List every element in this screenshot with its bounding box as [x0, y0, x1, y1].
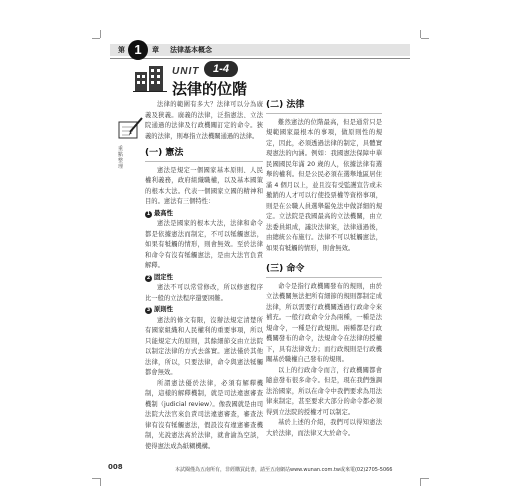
side-label: 重點整理: [118, 146, 124, 170]
point-text: 憲法是國家的根本大法，法律和命令都是依據憲法而制定，不可以牴觸憲法，如果有牴觸的情形，則會無效。至於法律和命令有沒有牴觸憲法，是由大法官負責解釋。: [145, 220, 263, 269]
unit-label: UNIT: [172, 66, 200, 77]
notebook-pen-icon: [118, 116, 144, 140]
page-number: 008: [108, 463, 123, 471]
point-number: 2: [146, 274, 151, 281]
point-title: 固定性: [154, 273, 173, 281]
crop-mark: [92, 38, 100, 39]
crop-mark: [421, 478, 429, 479]
chapter-prefix: 第: [118, 46, 125, 54]
section-heading-order: (三) 命令: [266, 264, 382, 278]
law-paragraph: 難然憲法的位階最高，但是通常只是規範國家最根本的事項，做原則性的規定，因此，必須透過法律的制定，具體實現憲法的內涵。例如：我國憲法保障中華民國國民年滿 20 歲的人，依據法律有選舉的權利。但是公民必須在選舉地區居住滿 4 個月以上，並且沒有受監護宣告或未撤銷的人才可以行使投票權等資格事項，則是在公職人員選舉罷免法中做詳細的規定。立法院是我國最高的立法機關，由立法委員組成，議決法律案，法律通過後，由總統公布施行。法律不可以牴觸憲法，如果有牴觸的情形，則會無效。: [266, 118, 382, 252]
left-column: [145, 100, 263, 452]
point-rigidity: [145, 273, 263, 284]
unit-title: 法律的位階: [172, 80, 248, 98]
point-title: 原則性: [154, 306, 173, 313]
right-column: [266, 100, 382, 439]
crop-mark: [92, 478, 100, 479]
section-heading-law: (二) 法律: [266, 100, 382, 114]
crop-mark: [421, 38, 429, 39]
crop-mark: [420, 478, 421, 486]
chapter-title: 法律基本概念: [170, 46, 212, 54]
chapter-number-badge: 1: [128, 40, 148, 60]
intro-paragraph: 法律的範圍有多大？法律可以分為廣義及狹義。廣義的法律，泛指憲法、立法院通過的法律及行政機關訂定的命令。狹義的法律，則專指立法機關通過的法律。: [145, 101, 263, 140]
footer-notice: 本試閱僅為五南所有，非經購買此書，請至五南網站www.wunan.com.tw或來電(02)2705-5066: [175, 467, 393, 473]
order-paragraph: 基於上述的介紹，我們可以得知憲法大於法律，而法律又大於命令。: [266, 419, 382, 437]
point-number: 1: [146, 210, 151, 217]
crop-mark: [420, 30, 421, 38]
point-number: 3: [146, 307, 151, 313]
point-text: 憲法不可以常常修改，所以修憲程序比一般的立法程序還要困難。: [145, 284, 263, 302]
unit-number-badge: 1-4: [204, 61, 238, 77]
point-title: 最高性: [154, 209, 173, 217]
point-principle: [145, 305, 263, 316]
order-paragraph: 以上的行政命令而言，行政機關都會隨意發布很多命令。但是，現在我們強調法治國家，所以在命令中我們要求為用法律來制定，甚至要求大部分的命令都必須得到立法院的授權才可以制定。: [266, 366, 382, 416]
section-heading-constitution: (一) 憲法: [145, 148, 263, 162]
order-paragraph: 命令是指行政機關發布的規則，由於立法機關無法把所有細節的規則都制定成法律，所以需要行政機關透過行政命令來補充。一般行政命令分為兩種，一種是法規命令，一種是行政規則。兩種都是行政機關發布的命令，法規命令在法律的授權下，具有法律效力；而行政規則是行政機關基於職權自己發布的規則。: [266, 282, 382, 363]
crop-mark: [100, 478, 101, 486]
building-icon: [133, 66, 167, 92]
point-text: 所謂憲法優於法律，必須有解釋機制，這樣的解釋機制，就是司法違憲審查機制（judicial review）。像我國就是由司法院大法官來負責司法違憲審查，審查法律有沒有牴觸憲法，假設沒有違憲審查機制，光說憲法高於法律，就會淪為空談，使得憲法成為紙糊機構。: [145, 379, 263, 450]
point-supremacy: [145, 209, 263, 220]
point-text: 憲法的條文有限，沒辦法規定清楚所有國家組織和人民權利的重要事項，所以只能規定大的原則，其餘細節交由立法院以制定法律的方式去落實。憲法僅於其他法律，所以，只要法律，命令與憲法牴觸都會無效。: [145, 316, 263, 376]
crop-mark: [100, 30, 101, 38]
chapter-suffix: 章: [152, 46, 159, 54]
constitution-paragraph: 憲法是規定一個國家基本原則、人民權利義務，政府組織職權，以及基本國策的根本大法。代表一個國家立國的精神和目的。憲法有三個特性：: [145, 166, 263, 205]
header-divider: [110, 58, 410, 59]
